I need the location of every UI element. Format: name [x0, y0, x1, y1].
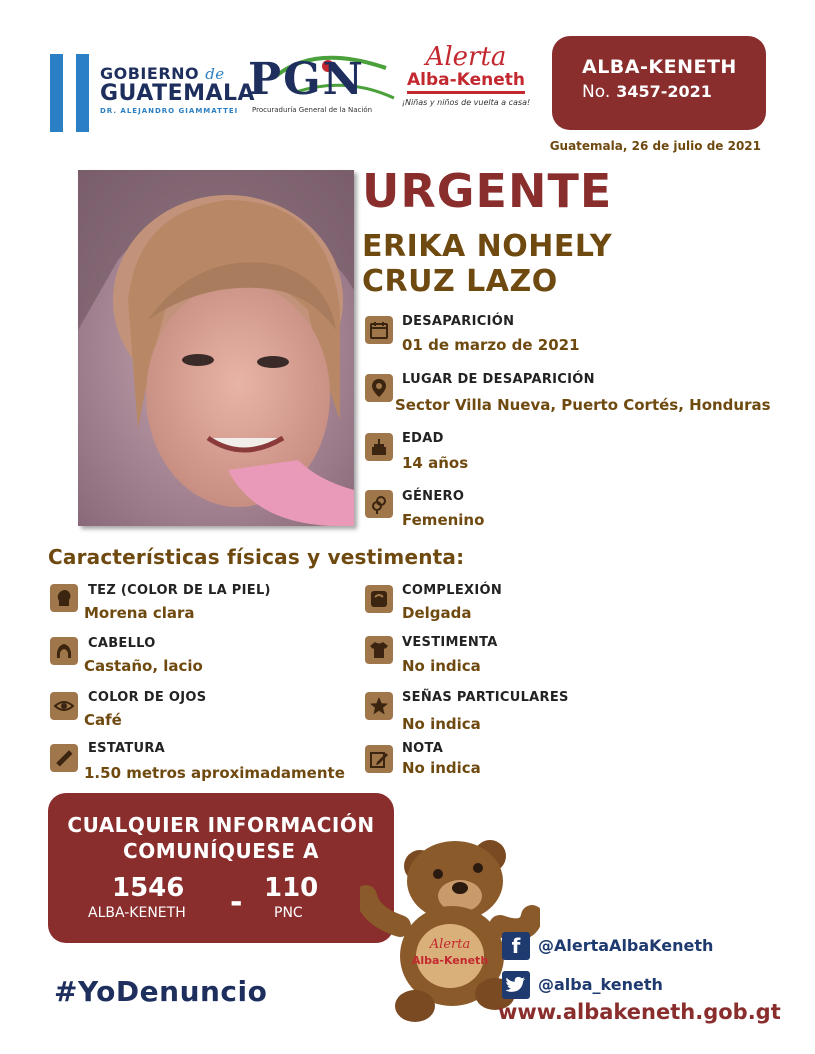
urgent-heading: URGENTE	[362, 164, 613, 218]
hotline-number-alba-keneth: 1546	[112, 873, 185, 903]
distinguishing-marks-value: No indica	[402, 715, 481, 733]
age-label: EDAD	[402, 431, 444, 446]
twitter-handle-link[interactable]: @alba_keneth	[538, 975, 663, 994]
gender-value: Femenino	[402, 511, 485, 529]
age-value: 14 años	[402, 454, 469, 472]
place-label: LUGAR DE DESAPARICIÓN	[402, 372, 595, 387]
hair-label: CABELLO	[88, 636, 156, 651]
svg-text:Alerta: Alerta	[429, 937, 471, 952]
missing-person-photo	[78, 170, 354, 526]
calendar-icon	[365, 316, 393, 344]
facebook-icon[interactable]: f	[502, 932, 530, 960]
clothing-label: VESTIMENTA	[402, 635, 498, 650]
facebook-handle-link[interactable]: @AlertaAlbaKeneth	[538, 936, 714, 955]
height-label: ESTATURA	[88, 741, 166, 756]
location-pin-icon	[365, 374, 393, 402]
distinguishing-marks-label: SEÑAS PARTICULARES	[402, 690, 569, 705]
case-number-badge: ALBA-KENETH No. 3457-2021	[552, 36, 766, 130]
scale-icon	[365, 585, 393, 613]
website-link[interactable]: www.albakeneth.gob.gt	[498, 1000, 781, 1024]
eye-color-value: Café	[84, 711, 122, 729]
eye-color-label: COLOR DE OJOS	[88, 690, 207, 705]
hashtag-text: #YoDenuncio	[54, 975, 268, 1008]
gender-label: GÉNERO	[402, 489, 465, 504]
svg-text:Alba-Keneth: Alba-Keneth	[411, 954, 489, 967]
eye-icon	[50, 692, 78, 720]
hair-icon	[50, 637, 78, 665]
characteristics-heading: Características físicas y vestimenta:	[48, 545, 465, 569]
build-label: COMPLEXIÓN	[402, 583, 503, 598]
twitter-icon[interactable]	[502, 971, 530, 999]
missing-person-name: ERIKA NOHELY CRUZ LAZO	[362, 229, 613, 299]
clothing-value: No indica	[402, 657, 481, 675]
issue-date: Guatemala, 26 de julio de 2021	[549, 139, 761, 153]
head-profile-icon	[50, 584, 78, 612]
hotline-number-pnc: 110	[264, 873, 319, 903]
contact-info-box: CUALQUIER INFORMACIÓN COMUNÍQUESE A 1546 ALBA-KENETH - 110 PNC	[48, 793, 394, 943]
birthday-cake-icon	[365, 433, 393, 461]
skin-value: Morena clara	[84, 604, 195, 622]
gender-icon	[365, 490, 393, 518]
star-icon	[365, 692, 393, 720]
alerta-alba-keneth-logo: Alerta Alba-Keneth ¡Niñas y niños de vuelta a casa!	[401, 42, 531, 107]
pgn-logo: PGN Procuraduría General de la Nación	[236, 46, 396, 120]
ruler-icon	[50, 744, 78, 772]
hotline-label-alba-keneth: ALBA-KENETH	[88, 905, 186, 921]
build-value: Delgada	[402, 604, 472, 622]
disappearance-value: 01 de marzo de 2021	[402, 336, 580, 354]
disappearance-label: DESAPARICIÓN	[402, 314, 515, 329]
place-value: Sector Villa Nueva, Puerto Cortés, Honduras	[395, 396, 771, 414]
shirt-icon	[365, 636, 393, 664]
guatemala-logo-bars	[50, 54, 90, 132]
skin-label: TEZ (COLOR DE LA PIEL)	[88, 583, 271, 598]
height-value: 1.50 metros aproximadamente	[84, 764, 345, 782]
note-label: NOTA	[402, 741, 444, 756]
hair-value: Castaño, lacio	[84, 657, 203, 675]
hotline-label-pnc: PNC	[274, 905, 303, 921]
note-value: No indica	[402, 759, 481, 777]
edit-note-icon	[365, 745, 393, 773]
guatemala-government-logo: GOBIERNO de GUATEMALA DR. ALEJANDRO GIAMMATTEI	[100, 64, 256, 115]
